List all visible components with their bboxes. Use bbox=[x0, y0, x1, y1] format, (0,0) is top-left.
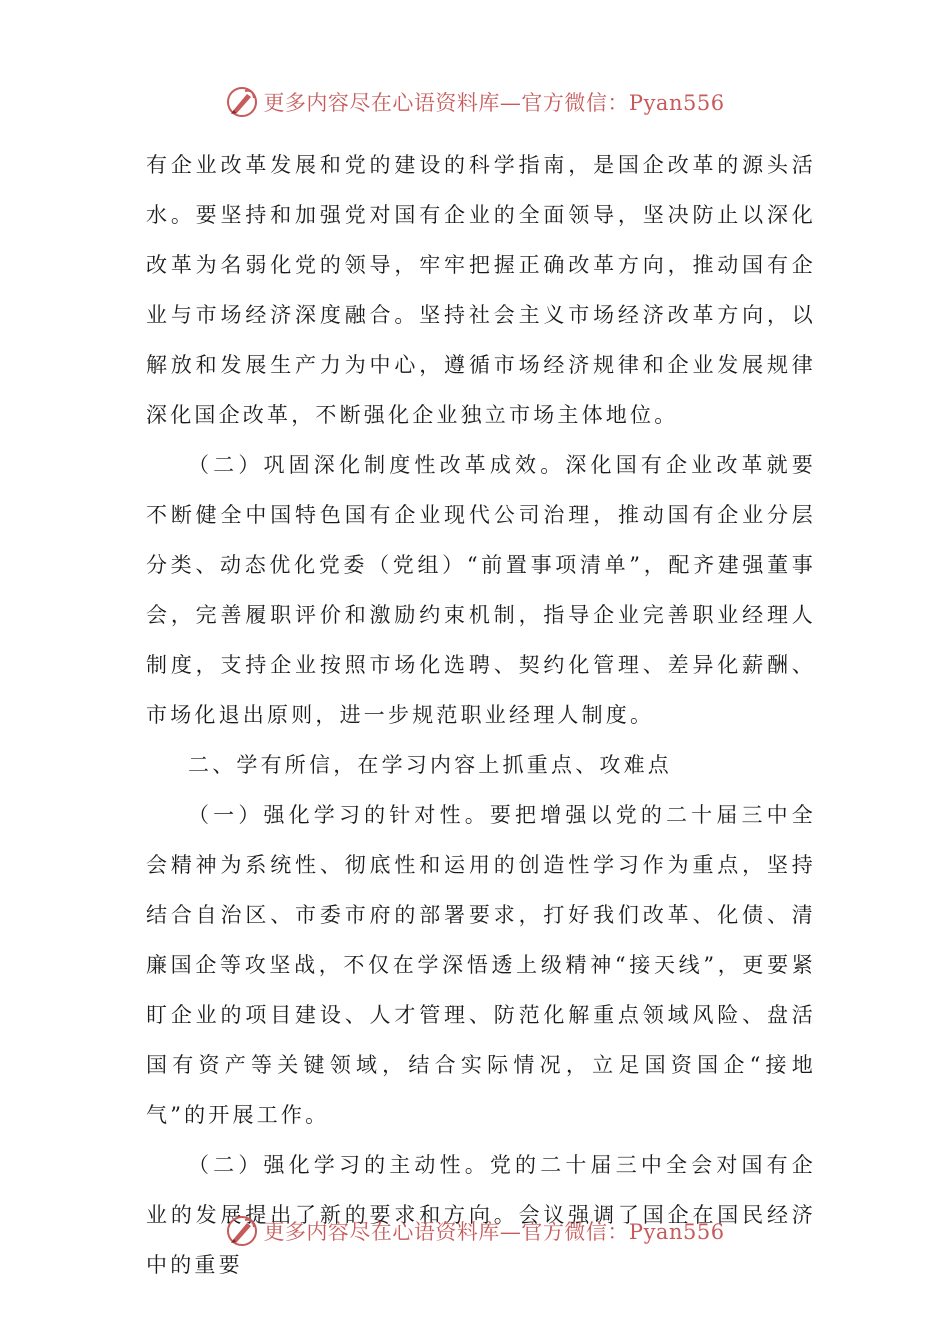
pen-logo-icon bbox=[225, 1214, 259, 1248]
section-heading: 二、学有所信，在学习内容上抓重点、攻难点 bbox=[188, 753, 672, 777]
document-body bbox=[146, 140, 816, 1290]
paragraph-section-2: （二）巩固深化制度性改革成效。深化国有企业改革就要不断健全中国特色国有企业现代公司治理，推动国有企业分层分类、动态优化党委（党组）“前置事项清单”，配齐建强董事会，完善履职评价和激励约束机制，指导企业完善职业经理人制度，支持企业按照市场化选聘、契约化管理、差异化薪酬、市场化退出原则，进一步规范职业经理人制度。 bbox=[146, 453, 816, 727]
footer-banner bbox=[0, 1211, 950, 1251]
paragraph-continuation: 有企业改革发展和党的建设的科学指南，是国企改革的源头活水。要坚持和加强党对国有企业的全面领导，坚决防止以深化改革为名弱化党的领导，牢牢把握正确改革方向，推动国有企业与市场经济深度融合。坚持社会主义市场经济改革方向，以解放和发展生产力为中心，遵循市场经济规律和企业发展规律深化国企改革，不断强化企业独立市场主体地位。 bbox=[146, 153, 816, 427]
header-banner bbox=[0, 82, 950, 122]
pen-logo-icon bbox=[225, 85, 259, 119]
paragraph-subsection-1: （一）强化学习的针对性。要把增强以党的二十届三中全会精神为系统性、彻底性和运用的创造性学习作为重点，坚持结合自治区、市委市府的部署要求，打好我们改革、化债、清廉国企等攻坚战，不仅在学深悟透上级精神“接天线”，更要紧盯企业的项目建设、人才管理、防范化解重点领域风险、盘活国有资产等关键领域，结合实际情况，立足国资国企“接地气”的开展工作。 bbox=[146, 803, 816, 1127]
header-banner-text: 更多内容尽在心语资料库—官方微信：Pyan556 bbox=[263, 91, 725, 115]
footer-banner-text: 更多内容尽在心语资料库—官方微信：Pyan556 bbox=[263, 1220, 725, 1244]
paragraph-subsection-2: （二）强化学习的主动性。党的二十届三中全会对国有企业的发展提出了新的要求和方向。会议强调了国企在国民经济中的重要 bbox=[146, 1153, 816, 1277]
